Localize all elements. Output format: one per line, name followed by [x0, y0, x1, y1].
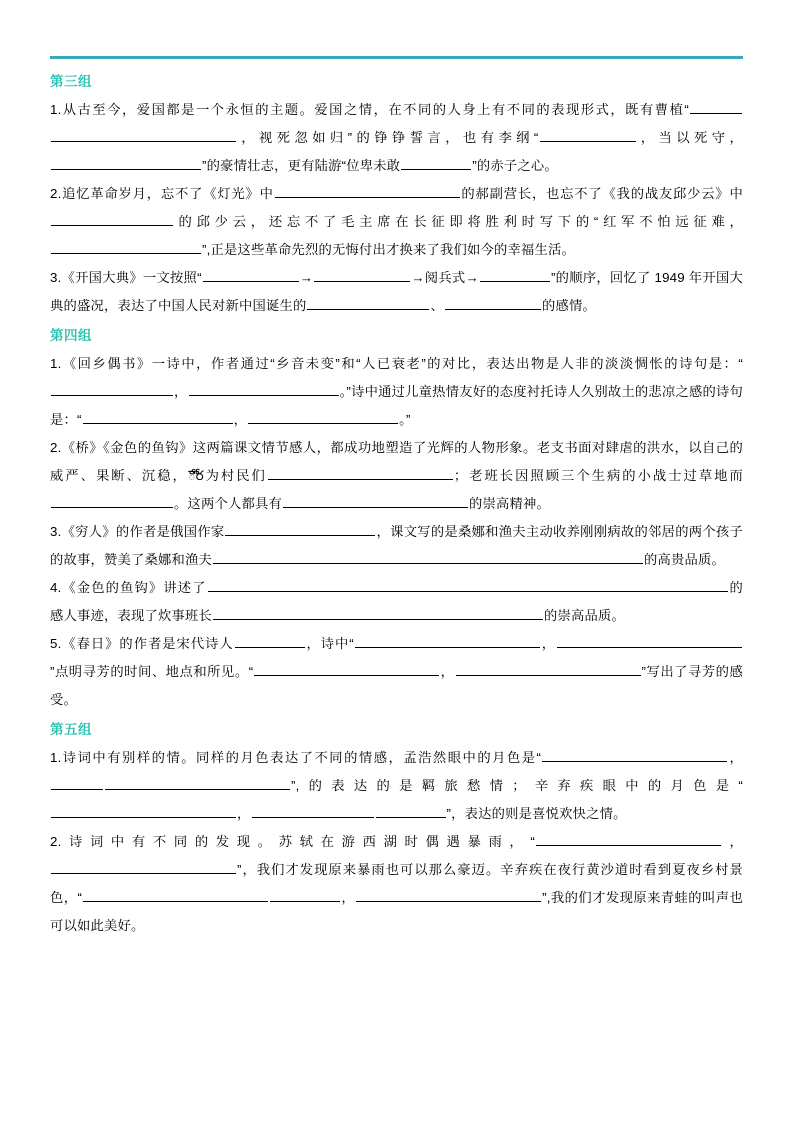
question-text: 《桥》《金色的鱼钩》这两篇课文情节感人，都成功地塑造了光辉的人物形象。老支书面对肆虐的洪水，以自己的威严、果断、沉稳，ేోర为村民们 [50, 440, 743, 483]
answer-blank[interactable] [51, 210, 173, 226]
question-item [50, 96, 743, 180]
answer-blank[interactable] [376, 802, 446, 818]
answer-blank[interactable] [208, 576, 728, 592]
answer-blank[interactable] [51, 774, 103, 790]
answer-blank[interactable] [307, 294, 429, 310]
answer-blank[interactable] [248, 408, 398, 424]
question-text: ；老班长因照顾三个生病的小战士过草地而 [453, 468, 743, 483]
question-text: ”,正是这些革命先烈的无悔付出才换来了我们如今的幸福生活。 [202, 242, 575, 257]
answer-blank[interactable] [51, 154, 201, 170]
question-text: 诗词中有别样的情。同样的月色表达了不同的情感，孟浩然眼中的月色是“ [61, 750, 542, 765]
question-text: 诗词中有不同的发现。苏轼在游西湖时偶遇暴雨，“ [61, 834, 536, 849]
question-text: → [299, 270, 314, 285]
question-text: 的崇高精神。 [468, 496, 550, 511]
answer-blank[interactable] [536, 830, 721, 846]
question-number: 1. [50, 102, 62, 117]
question-number: 2. [50, 186, 62, 201]
header-divider [50, 56, 743, 59]
question-text: 的感情。 [541, 298, 596, 313]
answer-blank[interactable] [51, 492, 173, 508]
answer-blank[interactable] [540, 126, 636, 142]
answer-blank[interactable] [51, 802, 236, 818]
answer-blank[interactable] [557, 632, 742, 648]
question-item [50, 434, 743, 518]
answer-blank[interactable] [235, 632, 305, 648]
question-text: ”写出了寻芳的感受。 [50, 664, 744, 707]
question-item [50, 518, 743, 574]
question-number: 4. [50, 580, 62, 595]
answer-blank[interactable] [355, 632, 540, 648]
answer-blank[interactable] [189, 380, 339, 396]
answer-blank[interactable] [51, 238, 201, 254]
question-text: 的崇高品质。 [543, 608, 625, 623]
answer-blank[interactable] [213, 604, 543, 620]
question-number: 2. [50, 834, 62, 849]
answer-blank[interactable] [254, 660, 439, 676]
answer-blank[interactable] [51, 858, 236, 874]
answer-blank[interactable] [270, 886, 340, 902]
question-text: ， [540, 636, 557, 651]
answer-blank[interactable] [456, 660, 641, 676]
document-body [50, 69, 743, 940]
question-text: 《春日》的作者是宋代诗人 [61, 636, 234, 651]
question-item [50, 180, 743, 264]
answer-blank[interactable] [83, 408, 233, 424]
answer-blank[interactable] [445, 294, 541, 310]
question-text: ， [722, 834, 744, 849]
question-text: ”，我们才发现原来暴雨也可以那么豪迈。辛弃疾在夜行黄沙道时看到夏夜乡村景色，“ [50, 862, 743, 905]
answer-blank[interactable] [225, 520, 375, 536]
question-text: 、 [430, 298, 444, 313]
answer-blank[interactable] [283, 492, 468, 508]
question-text: ”的赤子之心。 [472, 158, 558, 173]
question-text: 的感人事迹，表现了炊事班长 [50, 580, 744, 623]
answer-blank[interactable] [105, 774, 290, 790]
question-text: ， [728, 750, 743, 765]
question-text: ”点明寻芳的时间、地点和所见。“ [50, 664, 254, 679]
answer-blank[interactable] [83, 886, 268, 902]
question-text: 《回乡偶书》一诗中，作者通过“乡音未变”和“人已衰老”的对比，表达出物是人非的淡淡惆怅的诗句是：“ [61, 356, 743, 371]
answer-blank[interactable] [275, 182, 460, 198]
question-text: →阅兵式→ [411, 270, 479, 285]
question-text: ”的顺序，回忆了 1949 年开国大典的盛况，表达了中国人民对新中国诞生的 [50, 270, 743, 313]
question-number: 1. [50, 356, 62, 371]
question-text: ， [174, 384, 188, 399]
question-text: 的邱少云，还忘不了毛主席在长征即将胜利时写下的“红军不怕远征难， [174, 214, 743, 229]
answer-blank[interactable] [356, 886, 541, 902]
question-text: ”,我的们才发现原来青蛙的叫声也可以如此美好。 [50, 890, 744, 933]
question-number: 3. [50, 524, 62, 539]
answer-blank[interactable] [268, 464, 453, 480]
question-item [50, 574, 743, 630]
question-text: ，课文写的是桑娜和渔夫主动收养刚刚病故的邻居的两个孩子的故事，赞美了桑娜和渔夫 [50, 524, 743, 567]
question-number: 2. [50, 440, 62, 455]
question-number: 3. [50, 270, 62, 285]
question-text: 《金色的鱼钩》讲述了 [61, 580, 207, 595]
question-text: ， [237, 806, 251, 821]
question-text: 的郝副营长，也忘不了《我的战友邱少云》中 [460, 186, 744, 201]
answer-blank[interactable] [401, 154, 471, 170]
question-text: 追忆革命岁月，忘不了《灯光》中 [61, 186, 274, 201]
question-text: 《开国大典》一文按照“ [61, 270, 202, 285]
question-text: 。”诗中通过儿童热情友好的态度衬托诗人久别故土的悲凉之感的诗句是：“ [50, 384, 744, 427]
question-item [50, 744, 743, 828]
answer-blank[interactable] [690, 98, 742, 114]
question-text: 从古至今，爱国都是一个永恒的主题。爱国之情，在不同的人身上有不同的表现形式，既有曹植“ [61, 102, 689, 117]
question-text: ， [440, 664, 455, 679]
question-text: ， [341, 890, 356, 905]
question-text: ，视死忽如归”的铮铮誓言，也有李纲“ [237, 130, 539, 145]
question-item [50, 264, 743, 320]
question-number: 1. [50, 750, 62, 765]
group-title: 第五组 [50, 722, 92, 737]
answer-blank[interactable] [51, 126, 236, 142]
answer-blank[interactable] [51, 380, 173, 396]
answer-blank[interactable] [480, 266, 550, 282]
question-item [50, 350, 743, 434]
group-title: 第三组 [50, 74, 92, 89]
answer-blank[interactable] [213, 548, 643, 564]
question-text: ， [233, 412, 248, 427]
answer-blank[interactable] [203, 266, 299, 282]
question-item [50, 828, 743, 940]
answer-blank[interactable] [252, 802, 374, 818]
question-text: ”的豪情壮志，更有陆游“位卑未敢 [202, 158, 401, 173]
question-text: 《穷人》的作者是俄国作家 [61, 524, 225, 539]
question-text: 。” [399, 412, 411, 427]
answer-blank[interactable] [542, 746, 727, 762]
question-text: ”，表达的则是喜悦欢快之情。 [446, 806, 627, 821]
question-text: 。这两个人都具有 [174, 496, 282, 511]
question-text: ”,的表达的是羁旅愁情；辛弃疾眼中的月色是“ [291, 778, 743, 793]
question-item [50, 630, 743, 714]
question-text: ，诗中“ [305, 636, 354, 651]
question-number: 5. [50, 636, 62, 651]
answer-blank[interactable] [314, 266, 410, 282]
group-title: 第四组 [50, 328, 92, 343]
question-text: 的高贵品质。 [643, 552, 725, 567]
question-text: ，当以死守， [636, 130, 743, 145]
